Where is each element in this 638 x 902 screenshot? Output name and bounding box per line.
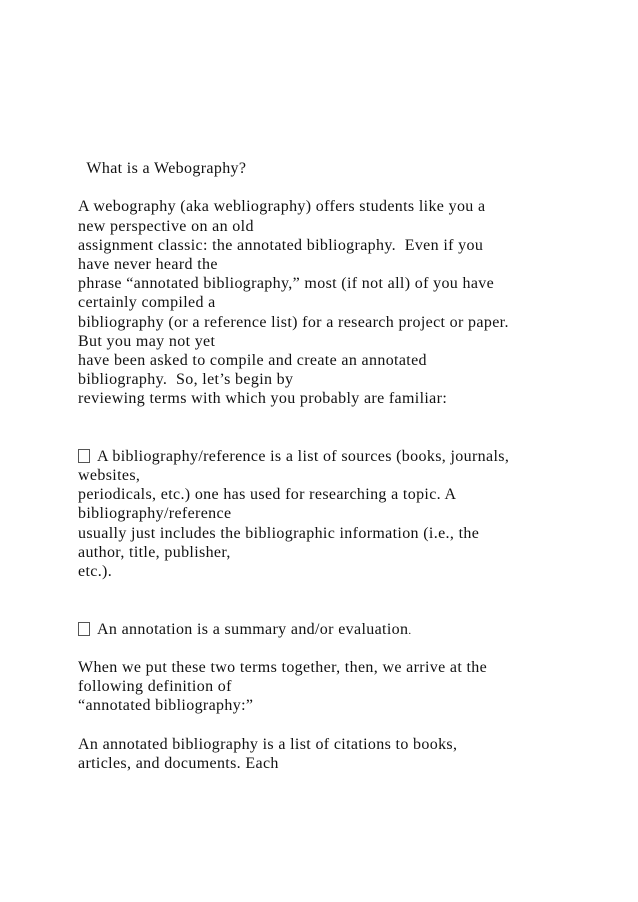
paragraph-line: author, title, publisher, (78, 543, 231, 561)
document-title: What is a Webography? (78, 160, 247, 177)
spacer (78, 581, 618, 619)
paragraph-line: articles, and documents. Each (78, 754, 279, 772)
bullet-text: A bibliography/reference is a list of sources (books, journals, (97, 447, 510, 465)
paragraph-line: usually just includes the bibliographic information (i.e., the (78, 524, 480, 542)
bullet-first-line (78, 620, 618, 639)
paragraph-line: A webography (aka webliography) offers students like you a (78, 198, 486, 216)
paragraph-line: websites, (78, 467, 141, 485)
empty-box-icon (78, 622, 90, 636)
paragraph-line: periodicals, etc.) one has used for researching a topic. A (78, 486, 457, 504)
trailing-period: . (408, 624, 412, 637)
intro-paragraph (78, 197, 618, 408)
paragraph-line: assignment classic: the annotated bibliography. Even if you (78, 236, 484, 254)
paragraph-line: new perspective on an old (78, 217, 254, 235)
paragraph-line: When we put these two terms together, then, we arrive at the (78, 658, 488, 676)
document-body (78, 159, 618, 773)
empty-box-icon (78, 449, 90, 463)
paragraph-line: have never heard the (78, 255, 218, 273)
bullet-first-line (78, 447, 618, 466)
annotation-bullet (78, 620, 618, 639)
paragraph-line: etc.). (78, 562, 113, 580)
paragraph-line: certainly compiled a (78, 294, 216, 312)
paragraph-line: bibliography. So, let’s begin by (78, 371, 294, 389)
spacer (78, 408, 618, 446)
definition-paragraph (78, 658, 618, 716)
spacer (78, 715, 618, 734)
paragraph-line: reviewing terms with which you probably are familiar: (78, 390, 448, 408)
bullet-text: An annotation is a summary and/or evaluation (97, 620, 409, 638)
bibliography-bullet (78, 447, 618, 581)
paragraph-line: phrase “annotated bibliography,” most (if not all) of you have (78, 275, 495, 293)
spacer (78, 178, 618, 197)
paragraph-line: But you may not yet (78, 332, 216, 350)
spacer (78, 639, 618, 658)
paragraph-line: bibliography/reference (78, 505, 232, 523)
annotated-bibliography-paragraph (78, 735, 618, 773)
paragraph-line: have been asked to compile and create an annotated (78, 351, 427, 369)
paragraph-line: bibliography (or a reference list) for a research project or paper. (78, 313, 509, 331)
paragraph-line: following definition of (78, 678, 232, 696)
paragraph-line: An annotated bibliography is a list of citations to books, (78, 735, 458, 753)
paragraph-line: “annotated bibliography:” (78, 697, 254, 715)
